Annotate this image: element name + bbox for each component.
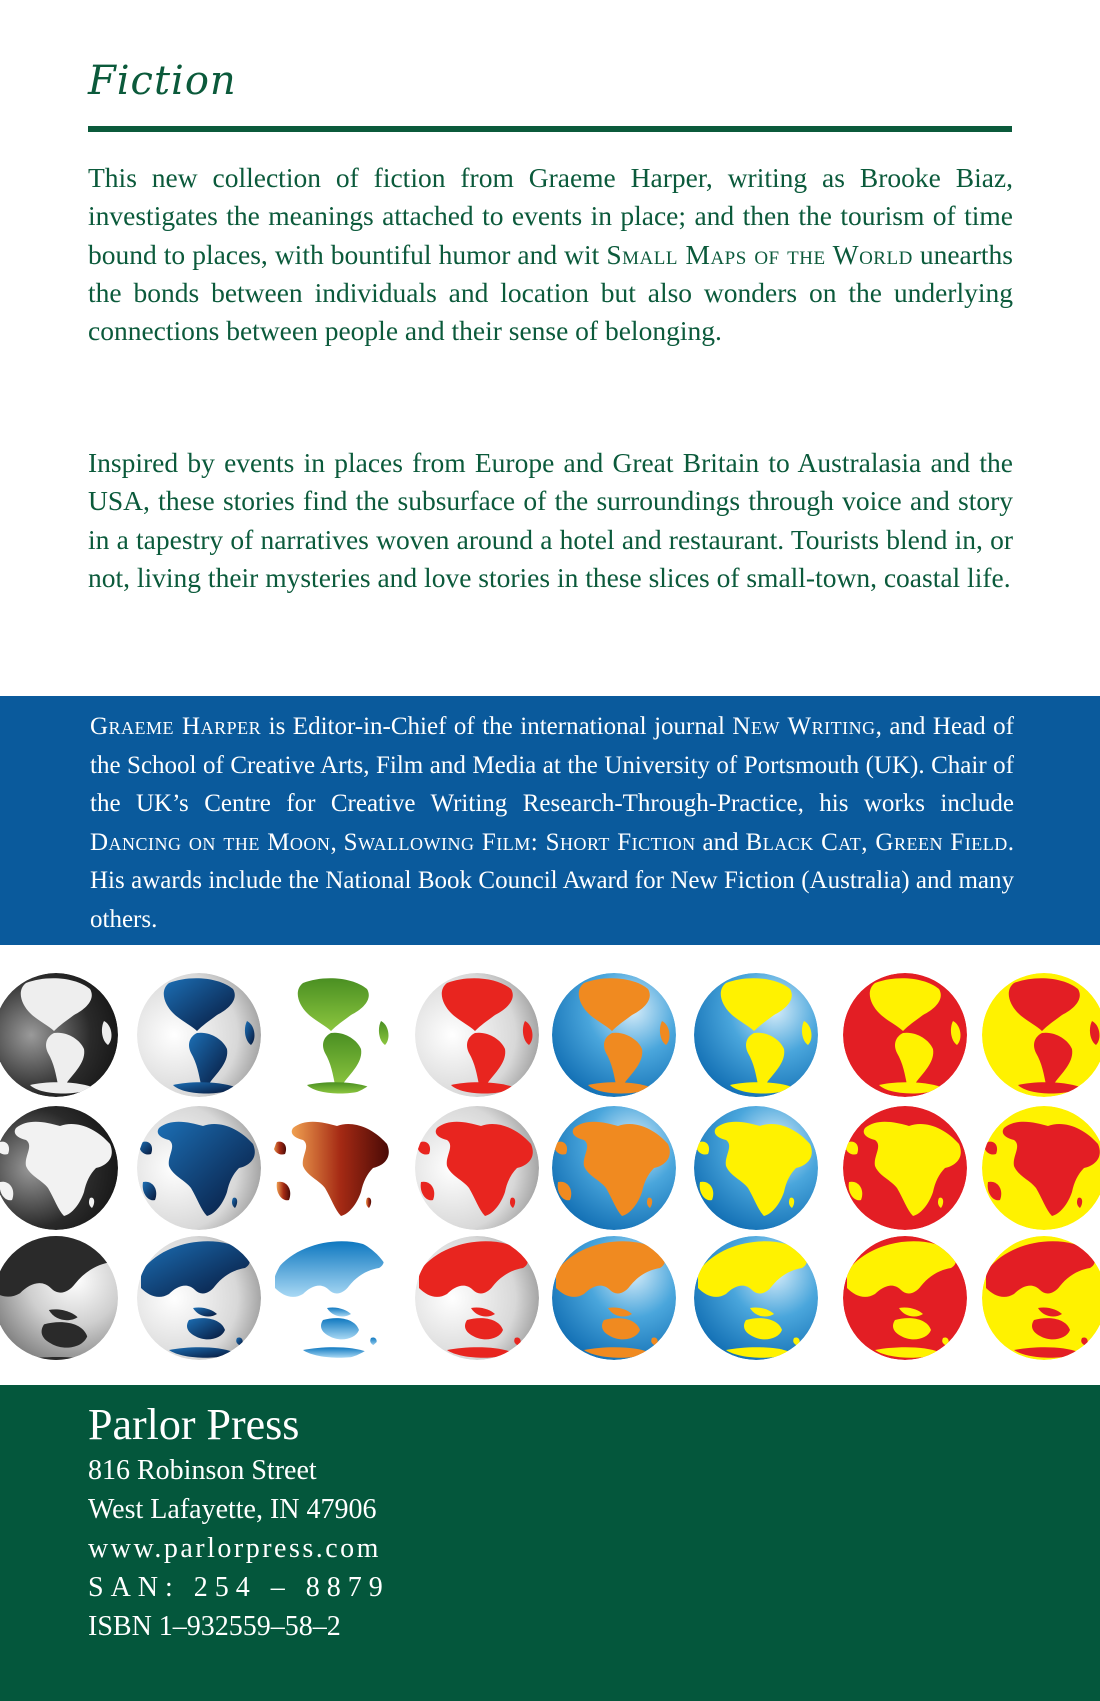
publisher-san: SAN: 254 – 8879 (88, 1572, 390, 1603)
work-title: Swallowing Film: Short Fiction (343, 828, 696, 856)
bio-text: and (695, 828, 746, 856)
book-title: Small Maps of the World (606, 238, 913, 270)
description-text: unearths the bonds between individuals and location but also wonders on the underlying connections between people and their sense of belonging. (88, 238, 1013, 347)
title-rule (88, 126, 1012, 132)
author-name: Graeme Harper (90, 713, 262, 740)
author-bio-band (0, 696, 1100, 945)
publisher-name: Parlor Press (88, 1400, 300, 1449)
journal-title: New Writing (732, 713, 876, 740)
book-isbn: ISBN 1–932559–58–2 (88, 1611, 341, 1642)
publisher-website: www.parlorpress.com (88, 1533, 381, 1564)
bio-text: , (330, 828, 344, 856)
description-paragraph-1 (88, 159, 1013, 350)
globe-grid-image (0, 968, 1100, 1364)
description-paragraph-2: Inspired by events in places from Europe and Great Britain to Australasia and the USA, these stories find the subsurface of the surroundings through voice and story in a tapestry of narratives woven around a hotel and restaurant. Tourists blend in, or not, living their mysteries and love stories in these slices of small-town, coastal life. (88, 447, 1013, 593)
work-title: Black Cat, Green Field (745, 828, 1008, 856)
publisher-city: West Lafayette, IN 47906 (88, 1494, 377, 1525)
bio-text: is Editor-in-Chief of the international journal (261, 713, 733, 740)
bio-text: . His awards include the National Book Council Award for New Fiction (Australia) and many others. (90, 828, 1014, 933)
author-bio (90, 708, 1014, 939)
description-text: This new collection of fiction from Graeme Harper, writing as Brooke Biaz, investigates the meanings attached to events in place; and then the tourism of time bound to places, with bountiful humor and wit (88, 162, 1013, 270)
publisher-street: 816 Robinson Street (88, 1455, 317, 1486)
publisher-address (88, 1451, 390, 1646)
publisher-footer (0, 1385, 1100, 1701)
section-title: Fiction (88, 58, 237, 104)
work-title: Dancing on the Moon (90, 828, 331, 856)
bio-text: , and Head of the School of Creative Arts, Film and Media at the University of Portsmouth (UK). Chair of the UK’s Centre for Creative Writing Research-Through-Practice, his works include (90, 713, 1014, 817)
